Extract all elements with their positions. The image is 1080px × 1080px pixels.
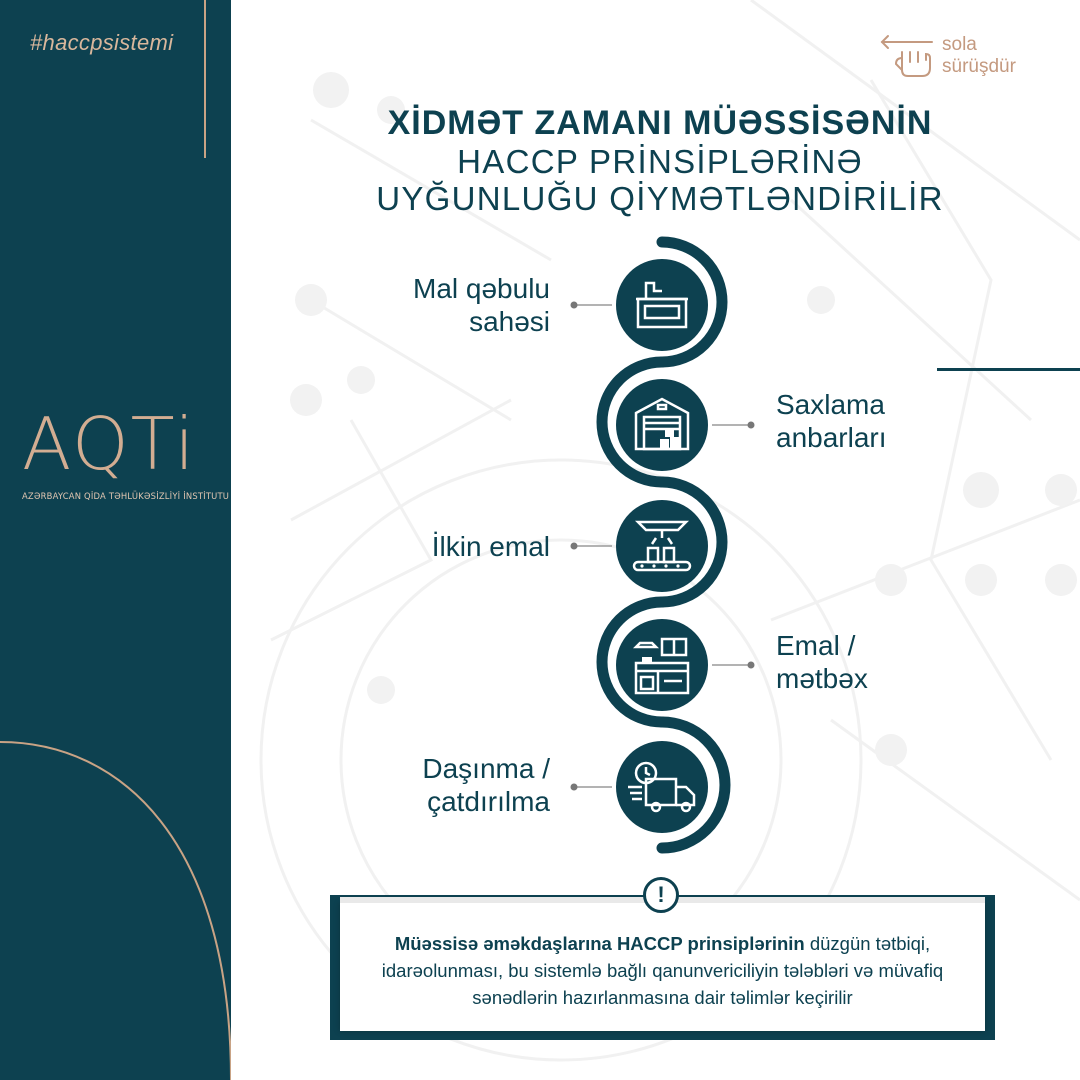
page-title-line3: UYĞUNLUĞU QİYMƏTLƏNDİRİLİR bbox=[376, 180, 944, 217]
exclamation-icon: ! bbox=[643, 877, 679, 913]
receiving-station-icon bbox=[616, 259, 708, 351]
note-text: Müəssisə əməkdaşlarına HACCP prinsiplərinin düzgün tətbiqi, idarəolunması, bu sistemlə bağlı qanunvericiliyin tələbləri və müvafiq sənədlərin hazırlanmasına dair təlimlər keçirilir bbox=[381, 933, 944, 1008]
hashtag: #haccpsistemi bbox=[30, 30, 174, 55]
page-title-line2: HACCP PRİNSİPLƏRİNƏ bbox=[457, 143, 863, 180]
logo-wordmark: AQTi bbox=[22, 402, 197, 486]
logo-subtitle: AZƏRBAYCAN QİDA TƏHLÜKƏSİZLİYİ İNSTİTUTU bbox=[22, 491, 230, 501]
step-label: Emal / mətbəx bbox=[776, 630, 868, 694]
step-label: İlkin emal bbox=[431, 531, 550, 562]
step-node bbox=[616, 379, 708, 471]
step-node bbox=[616, 259, 708, 351]
step-node bbox=[616, 741, 708, 833]
kitchen-icon bbox=[616, 619, 708, 711]
warehouse-icon bbox=[616, 379, 708, 471]
step-node bbox=[616, 500, 708, 592]
step-label: Mal qəbulu sahəsi bbox=[413, 273, 550, 337]
swipe-label-line2: sürüşdür bbox=[942, 56, 1016, 77]
step-node bbox=[616, 619, 708, 711]
swipe-label-line1: sola bbox=[942, 34, 977, 55]
step-label: Daşınma / çatdırılma bbox=[422, 753, 550, 817]
step-label: Saxlama anbarları bbox=[776, 389, 887, 453]
delivery-truck-icon bbox=[616, 741, 708, 833]
processing-conveyor-icon bbox=[616, 500, 708, 592]
page-title-line1: XİDMƏT ZAMANI MÜƏSSİSƏNİN bbox=[387, 104, 933, 142]
